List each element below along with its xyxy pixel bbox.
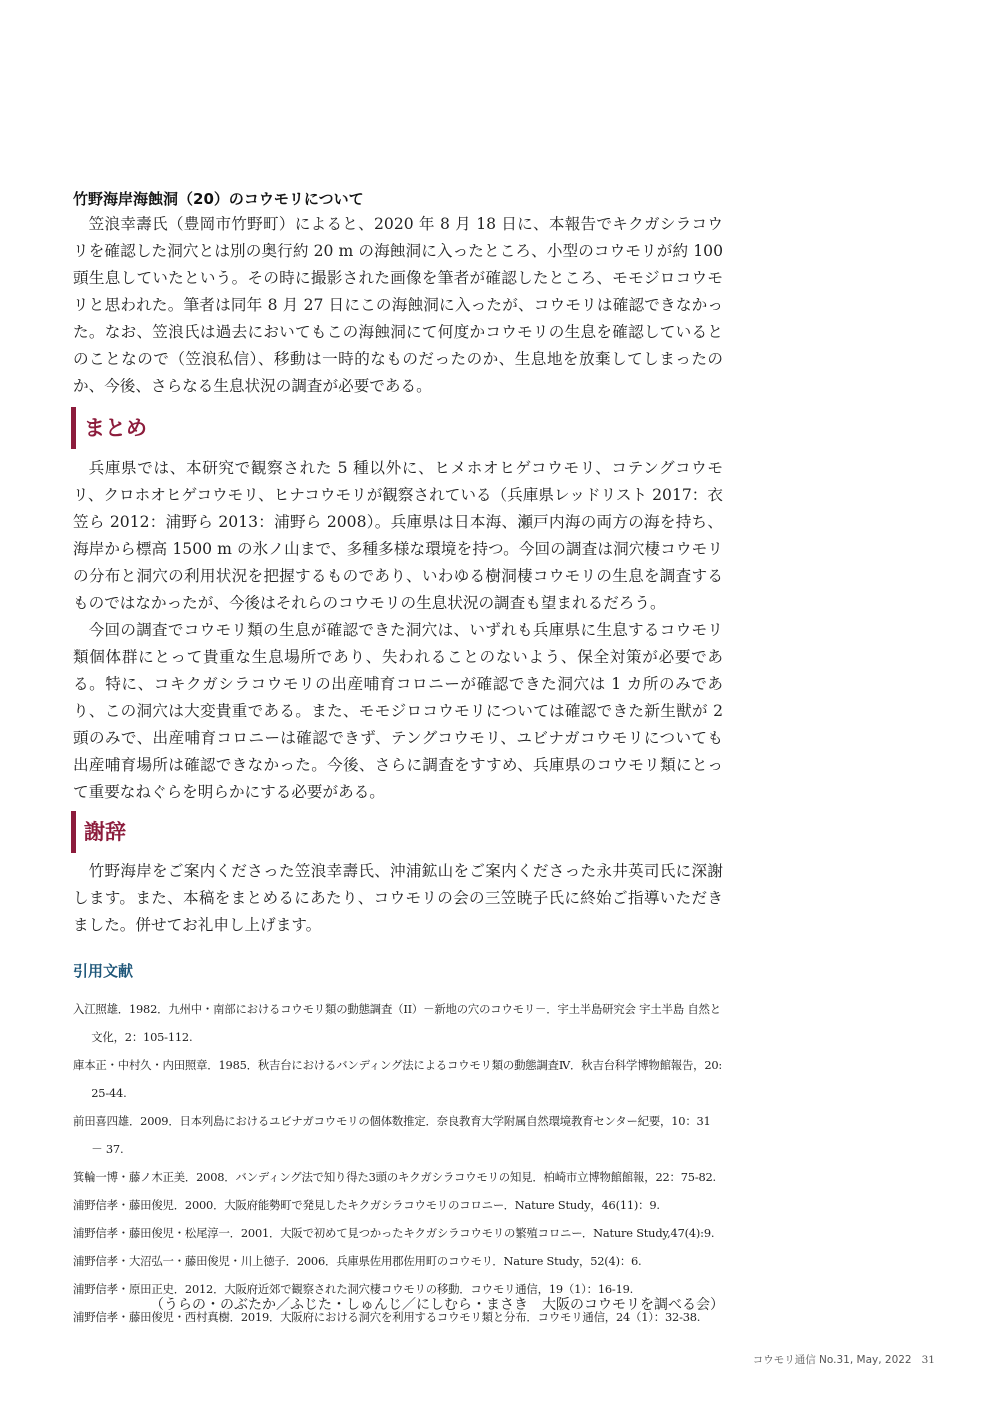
page-number: 31 bbox=[921, 1354, 935, 1366]
paragraph-summary-2: 今回の調査でコウモリ類の生息が確認できた洞穴は、いずれも兵庫県に生息するコウモリ類個体群にとって貴重な生息場所であり、失われることのないよう、保全対策が必要である。特に、コキクガシラコウモリの出産哺育コロニーが確認できた洞穴は 1 カ所のみであり、この洞穴は大変貴重である。また、モモジロコウモリについては確認できた新生獣が 2 頭のみで、出産哺育コロニーは確認できず、テングコウモリ、ユビナガコウモリについても出産哺育場所は確認できなかった。今後、さらに調査をすすめ、兵庫県のコウモリ類にとって重要なねぐらを明らかにする必要がある。 bbox=[73, 621, 723, 801]
reference-item: 浦野信孝・原田正史．2012．大阪府近郊で観察された洞穴棲コウモリの移動．コウモリ通信，19（1）：16-19. bbox=[73, 1282, 634, 1296]
paragraph-acknowledgments: 竹野海岸をご案内くださった笠浪幸壽氏、沖浦鉱山をご案内くださった永井英司氏に深謝します。また、本稿をまとめるにあたり、コウモリの会の三笠暁子氏に終始ご指導いただきました。併せてお礼申し上げます。 bbox=[73, 862, 723, 934]
reference-item: 入江照雄．1982．九州中・南部におけるコウモリ類の動態調査（II）－新地の穴のコウモリ－．宇土半島研究会 宇土半島 自然と文化，2：105-112. bbox=[73, 1002, 721, 1044]
reference-item: 浦野信孝・大沼弘一・藤田俊児・川上徳子．2006．兵庫県佐用郡佐用町のコウモリ．Nature Study，52(4)：6. bbox=[73, 1254, 642, 1268]
page-footer bbox=[745, 1352, 935, 1367]
section-title-takeno-sea-cave: 竹野海岸海蝕洞（20）のコウモリについて bbox=[73, 190, 364, 208]
reference-item: 浦野信孝・藤田俊児・松尾淳一．2001．大阪で初めて見つかったキクガシラコウモリの繁殖コロニー．Nature Study,47(4):9. bbox=[73, 1226, 715, 1240]
paragraph-takeno-sea-cave: 笠浪幸壽氏（豊岡市竹野町）によると、2020 年 8 月 18 日に、本報告でキクガシラコウリを確認した洞穴とは別の奥行約 20 m の海蝕洞に入ったところ、小型のコウモリが約 100 頭生息していたという。その時に撮影された画像を筆者が確認したところ、モモジロコウモリと思われた。筆者は同年 8 月 27 日にこの海蝕洞に入ったが、コウモリは確認できなかった。なお、笠浪氏は過去においてもこの海蝕洞にて何度かコウモリの生息を確認しているとのことなので（笠浪私信）、移動は一時的なものだったのか、生息地を放棄してしまったのか、今後、さらなる生息状況の調査が必要である。 bbox=[73, 215, 723, 395]
references-list bbox=[73, 995, 723, 1331]
references-title: 引用文献 bbox=[73, 962, 134, 980]
reference-item: 前田喜四雄．2009．日本列島におけるユビナガコウモリの個体数推定．奈良教育大学附属自然環境教育センター紀要，10：31 － 37. bbox=[73, 1114, 711, 1156]
reference-item: 浦野信孝・藤田俊児．2000．大阪府能勢町で発見したキクガシラコウモリのコロニー．Nature Study，46(11)：9. bbox=[73, 1198, 660, 1212]
reference-item: 浦野信孝・藤田俊児・西村真樹．2019．大阪府における洞穴を利用するコウモリ類と分布．コウモリ通信，24（1）：32-38. bbox=[73, 1310, 701, 1324]
paragraph-summary-1: 兵庫県では、本研究で観察された 5 種以外に、ヒメホオヒゲコウモリ、コテングコウモリ、クロホオヒゲコウモリ、ヒナコウモリが観察されている（兵庫県レッドリスト 2017：衣笠ら 2012：浦野ら 2013：浦野ら 2008）。兵庫県は日本海、瀬戸内海の両方の海を持ち、海岸から標高 1500 m の氷ノ山まで、多種多様な環境を持つ。今回の調査は洞穴棲コウモリの分布と洞穴の利用状況を把握するものであり、いわゆる樹洞棲コウモリの生息を調査するものではなかったが、今後はそれらのコウモリの生息状況の調査も望まれるだろう。 bbox=[73, 459, 723, 612]
author-credit: （うらの・のぶたか／ふじた・しゅんじ／にしむら・まさき 大阪のコウモリを調べる会） bbox=[150, 1297, 724, 1313]
reference-item: 庫本正・中村久・内田照章．1985．秋吉台におけるバンディング法によるコウモリ類の動態調査Ⅳ．秋吉台科学博物館報告，20: 25-44. bbox=[73, 1058, 723, 1100]
journal-name: コウモリ通信 No.31, May, 2022 bbox=[752, 1354, 912, 1366]
heading-acknowledgments: 謝辞 bbox=[71, 811, 126, 853]
heading-summary: まとめ bbox=[71, 407, 147, 449]
reference-item: 箕輪一博・藤ノ木正美．2008．バンディング法で知り得た3頭のキクガシラコウモリの知見．柏崎市立博物館館報，22：75-82. bbox=[73, 1170, 716, 1184]
